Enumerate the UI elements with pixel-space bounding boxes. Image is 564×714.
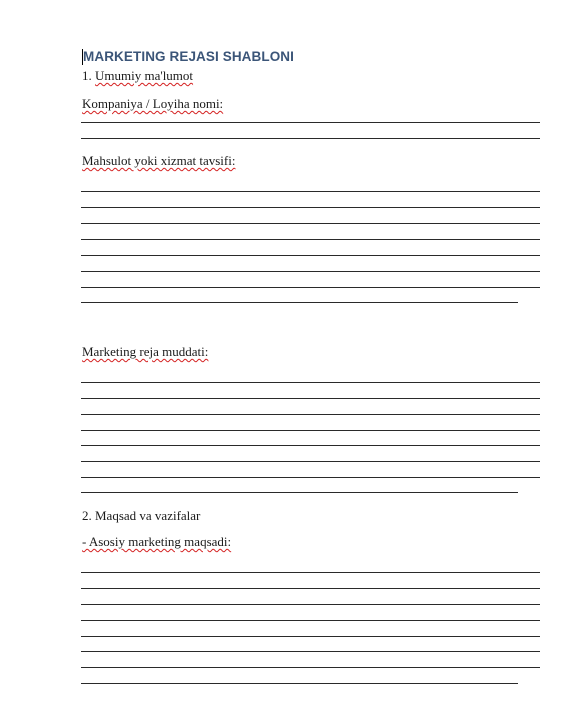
product-description-line-8[interactable] (81, 302, 518, 303)
product-description-line-4[interactable] (81, 239, 540, 240)
product-description-line-5[interactable] (81, 255, 540, 256)
company-name-line-2[interactable] (81, 138, 540, 139)
product-description-line-6[interactable] (81, 271, 540, 272)
product-description-line-2[interactable] (81, 207, 540, 208)
plan-duration-line-3[interactable] (81, 414, 540, 415)
section-1-heading (82, 68, 193, 84)
company-name-line-1[interactable] (81, 122, 540, 123)
main-goal-line-4[interactable] (81, 620, 540, 621)
company-name-label: Kompaniya / Loyiha nomi: (82, 96, 224, 111)
section-1-number: 1. (82, 68, 92, 83)
section-1-title: Umumiy ma'lumot (95, 68, 194, 83)
main-goal-line-1[interactable] (81, 572, 540, 573)
plan-duration-line-5[interactable] (81, 445, 540, 446)
main-goal-line-5[interactable] (81, 636, 540, 637)
document-title: MARKETING REJASI SHABLONI (83, 49, 295, 64)
main-goal-label: - Asosiy marketing maqsadi: (82, 534, 232, 549)
main-goal-line-7[interactable] (81, 667, 540, 668)
section-2-title: Maqsad va vazifalar (95, 508, 201, 523)
plan-duration-line-8[interactable] (81, 492, 518, 493)
plan-duration-line-1[interactable] (81, 382, 540, 383)
plan-duration-label-text: Marketing reja muddati: (82, 344, 209, 359)
main-goal-line-6[interactable] (81, 651, 540, 652)
product-description-line-3[interactable] (81, 223, 540, 224)
plan-duration-line-6[interactable] (81, 461, 540, 462)
main-goal-line-2[interactable] (81, 588, 540, 589)
main-goal-line-8[interactable] (81, 683, 518, 684)
plan-duration-label (82, 344, 208, 360)
plan-duration-line-2[interactable] (81, 398, 540, 399)
section-2-heading (82, 508, 200, 524)
product-description-line-1[interactable] (81, 191, 540, 192)
product-description-line-7[interactable] (81, 287, 540, 288)
main-goal-line-3[interactable] (81, 604, 540, 605)
plan-duration-line-4[interactable] (81, 430, 540, 431)
product-description-label: Mahsulot yoki xizmat tavsifi: (82, 153, 236, 168)
section-2-number: 2. (82, 508, 92, 523)
plan-duration-line-7[interactable] (81, 477, 540, 478)
